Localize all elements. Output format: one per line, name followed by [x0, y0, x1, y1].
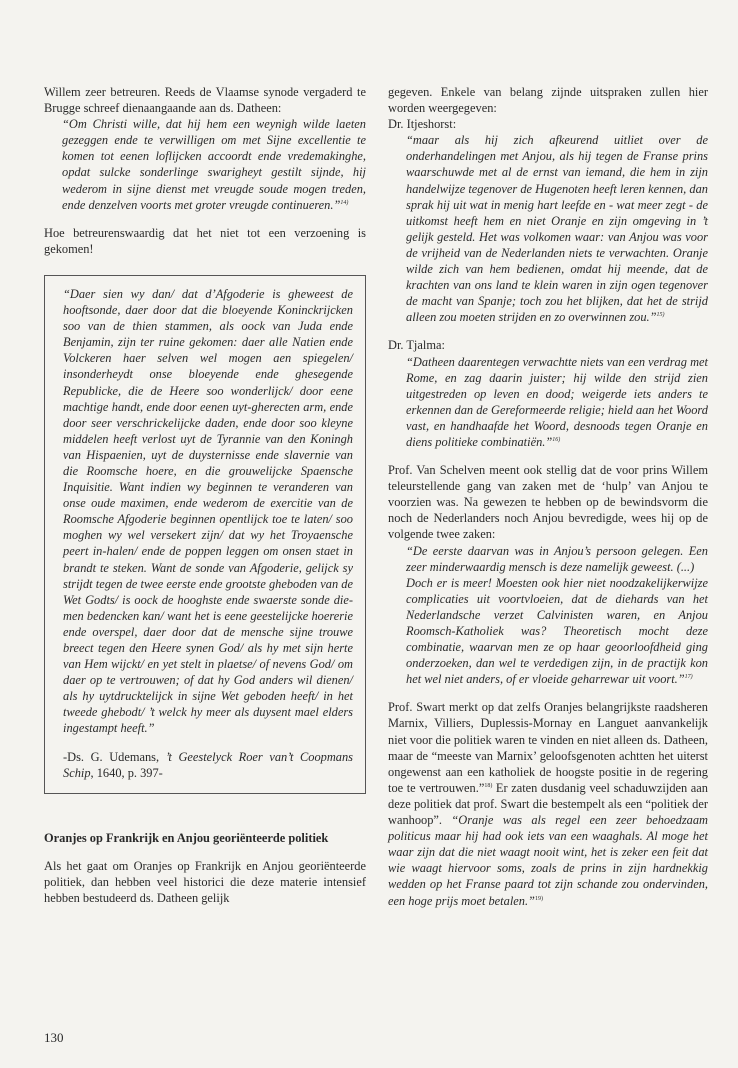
- page-number: 130: [44, 1030, 64, 1045]
- schelven-quote-2-text: Doch er is meer! Moesten ook hier niet noodzakelijkerwijze complicaties uit voortvloeien, dat de diehards van het Nederlandsche verzet Calvinisten waren, en Anjou Roomsch-Katholiek was? Theoretisch mocht deze combinatie, waarvan men ze op haar geoorloofdheid ging onderzoeken, dan wel te verdedigen zijn, in de practijk kon het wel niet anders, of er vloeide geharrewar uit voort.”: [406, 575, 708, 687]
- tjalma-quote-text: “Datheen daarentegen verwachtte niets van een verdrag met Rome, en zag daarin juister; hij wilde den strijd zien uitgestreden op leven en dood; weigerde iets anders te erkennen dan de Gereformeerde religie; hield aan het Woord vast, en handhaafde het Woord, desnoods tegen Oranje en diens politieke combinatiën.”: [406, 354, 708, 449]
- swart-quote: “Oranje was als regel een zeer behoedzaam politicus maar hij had ook iets van een waaghals. Al moge het waar zijn dat die niet waagt nooit wint, het is zeker een feit dat wie waagt hiervoor soms, zoals de prins in zijn hardnekkig wedden op het Franse paard tot zijn schande zou ondervinden, een hoge prijs moet betalen.”: [388, 813, 708, 908]
- source-title: ’t Geestelyck Roer van’t Coopmans Schip: [63, 749, 354, 780]
- synod-quote-text: “Om Christi wille, dat hij hem een weynigh wilde laeten gezeggen ende te verwilligen om met Sijne excellentie te komen tot eenen loflijcken accoordt ende vredemakinghe, opdat sulcke sonderlinge swarigheyt gestilt sijnde, hij wederom in sijne dienst met vreugde soude mogen treden, ende denzelven voorts met groter vreugde continueren.”: [62, 117, 366, 212]
- footnote-ref-14: 14): [340, 199, 349, 206]
- footnote-ref-15: 15): [656, 312, 665, 319]
- swart-text-2: Er zaten dusdanig veel schaduwzijden aan deze politiek dat prof. Swart die bestempelt als een “politiek der wanhoop”.: [388, 780, 709, 828]
- udemans-quote: “Daer sien wy dan/ dat d’Afgoderie is gheweest de hooftsonde, daer door dat die bloeyende Koninckrijcken soo van de thien stammen, als oock van Juda ende Benjamin, zijn ter ruine gekomen: daer alle Natien ende Volckeren haer selven wel mogen aen spiegelen/ insonderheydt onse bloeyende ende ghesegende Republicke, die de Heere soo wonderlijck/ door eene machtige handt, ende door eenen uyt-gherecten arm, ende door seer verschrickelijcke daden, ende door soo kleyne middelen heeft verlost uyt de Tyrannie van den Koningh van Hispaenien, uyt de duysternisse ende slavernie van die Roomsche hoere, en die grouwelijcke Spaensche Inquisitie. Want indien wy beginnen te veranderen van onse oude maximen, ende wederom de exercitie van de Roomsche Afgoderie beginnen opentlijck toe te laten/ soo moghen wy wel versekert zijn/ dat wy het Troyaensche peert in-halen/ ende de poppen leggen om onsen staet in brandt te steken. Want de sonde van Afgoderie, gelijck sy strijdt tegen de twee eerste ende grootste gheboden van de Wet Godts/ is oock de hooghste ende swaerste sonde die-men bedencken kan/ want het is eene geestelijcke hoererie ende overspel, daer door dat de mensche sijne trouwe breect tegen den Heere synen God/ als hy met sijn herte van Hem wijckt/ en yet stelt in plaetse/ of nevens God/ om daer op te vertrouwen; of dat hy God anders wil dienen/ als hy uytdrucktelijck in sijne Wet geboden heeft/ in het tweede ghebodt/ ’t welck hy meer als duysent mael elders ingestampt heeft.”: [63, 286, 353, 736]
- right-column: [388, 84, 708, 909]
- right-paragraph-3: [388, 699, 708, 908]
- schelven-quote-1: “De eerste daarvan was in Anjou’s persoon gelegen. Een zeer minderwaardig mensch is deze namelijk geweest. (...): [406, 543, 708, 574]
- left-paragraph-1: Willem zeer betreuren. Reeds de Vlaamse synode vergaderd te Brugge schreef dienaangaande aan ds. Datheen:: [44, 85, 366, 116]
- source-author: -Ds. G. Udemans,: [63, 749, 166, 764]
- section-heading: Oranjes op Frankrijk en Anjou georiënteerde politiek: [44, 830, 329, 845]
- footnote-ref-19: 19): [534, 895, 543, 902]
- swart-text-1: Prof. Swart merkt op dat zelfs Oranjes belangrijkste raadsheren Marnix, Villiers, Duplessis-Mornay en Languet aanvankelijk niet voor die politiek waren te vinden en niet alleen ds. Datheen, maar de “meeste van Marnix’ geloofsgenoten achtten het uiterst ongewenst aan een katholiek de hoogste positie in de regering toe te vertrouwen.”: [388, 700, 708, 795]
- footnote-ref-16: 16): [552, 436, 561, 443]
- source-pages: , 1640, p. 397-: [90, 765, 163, 780]
- right-paragraph-1: gegeven. Enkele van belang zijnde uitspraken zullen hier worden weergegeven:: [388, 85, 708, 116]
- itjeshorst-quote-text: “maar als hij zich afkeurend uitliet over de onderhandelingen met Anjou, als hij tegen de Franse prins waarschuwde met al de ernst van iemand, die hem in zijn handelwijze tegenover de Hugenoten heeft leren kennen, dan sprak hij uit wat in menig hart leefde en - wat meer zegt - de uitkomst heeft hem en niet Oranje en zijn omgeving in ’t gelijk gesteld. Het was volkomen waar: van Anjou was voor de vrijheid van de Nederlanden niets te verwachten. Oranje wilde zich van hem bedienen, omdat hij meende, dat de krachten van ons land te klein waren in zijn ogen tegenover de macht van Spanje; toch zou het blijken, dat het de strijd alleen zou moeten strijden en zo overwinnen zou.”: [406, 133, 708, 325]
- schelven-quote-2: [406, 575, 708, 688]
- itjeshorst-quote: [406, 132, 708, 325]
- quote-box: [44, 275, 366, 794]
- left-paragraph-2: Hoe betreurenswaardig dat het niet tot een verzoening is gekomen!: [44, 225, 366, 256]
- synod-quote: [62, 116, 366, 213]
- quote-source: [63, 749, 353, 781]
- right-paragraph-2: Prof. Van Schelven meent ook stellig dat de voor prins Willem teleurstellende gang van zaken met de ‘hulp’ van Anjou te voorzien was. Na gewezen te hebben op de bewindsvorm die noch de Nederlanders noch Anjou bevredigde, wees hij op de volgende twee zaken:: [388, 463, 708, 542]
- speaker-tjalma: Dr. Tjalma:: [388, 338, 445, 353]
- tjalma-quote: [406, 354, 708, 451]
- speaker-itjeshorst: Dr. Itjeshorst:: [388, 117, 457, 132]
- left-column: [44, 84, 366, 906]
- footnote-ref-17: 17): [684, 674, 693, 681]
- footnote-ref-18: 18): [484, 782, 493, 789]
- left-paragraph-3: Als het gaat om Oranjes op Frankrijk en Anjou georiënteerde politiek, dan hebben veel historici die deze materie intensief hebben bestudeerd ds. Datheen gelijk: [44, 858, 366, 906]
